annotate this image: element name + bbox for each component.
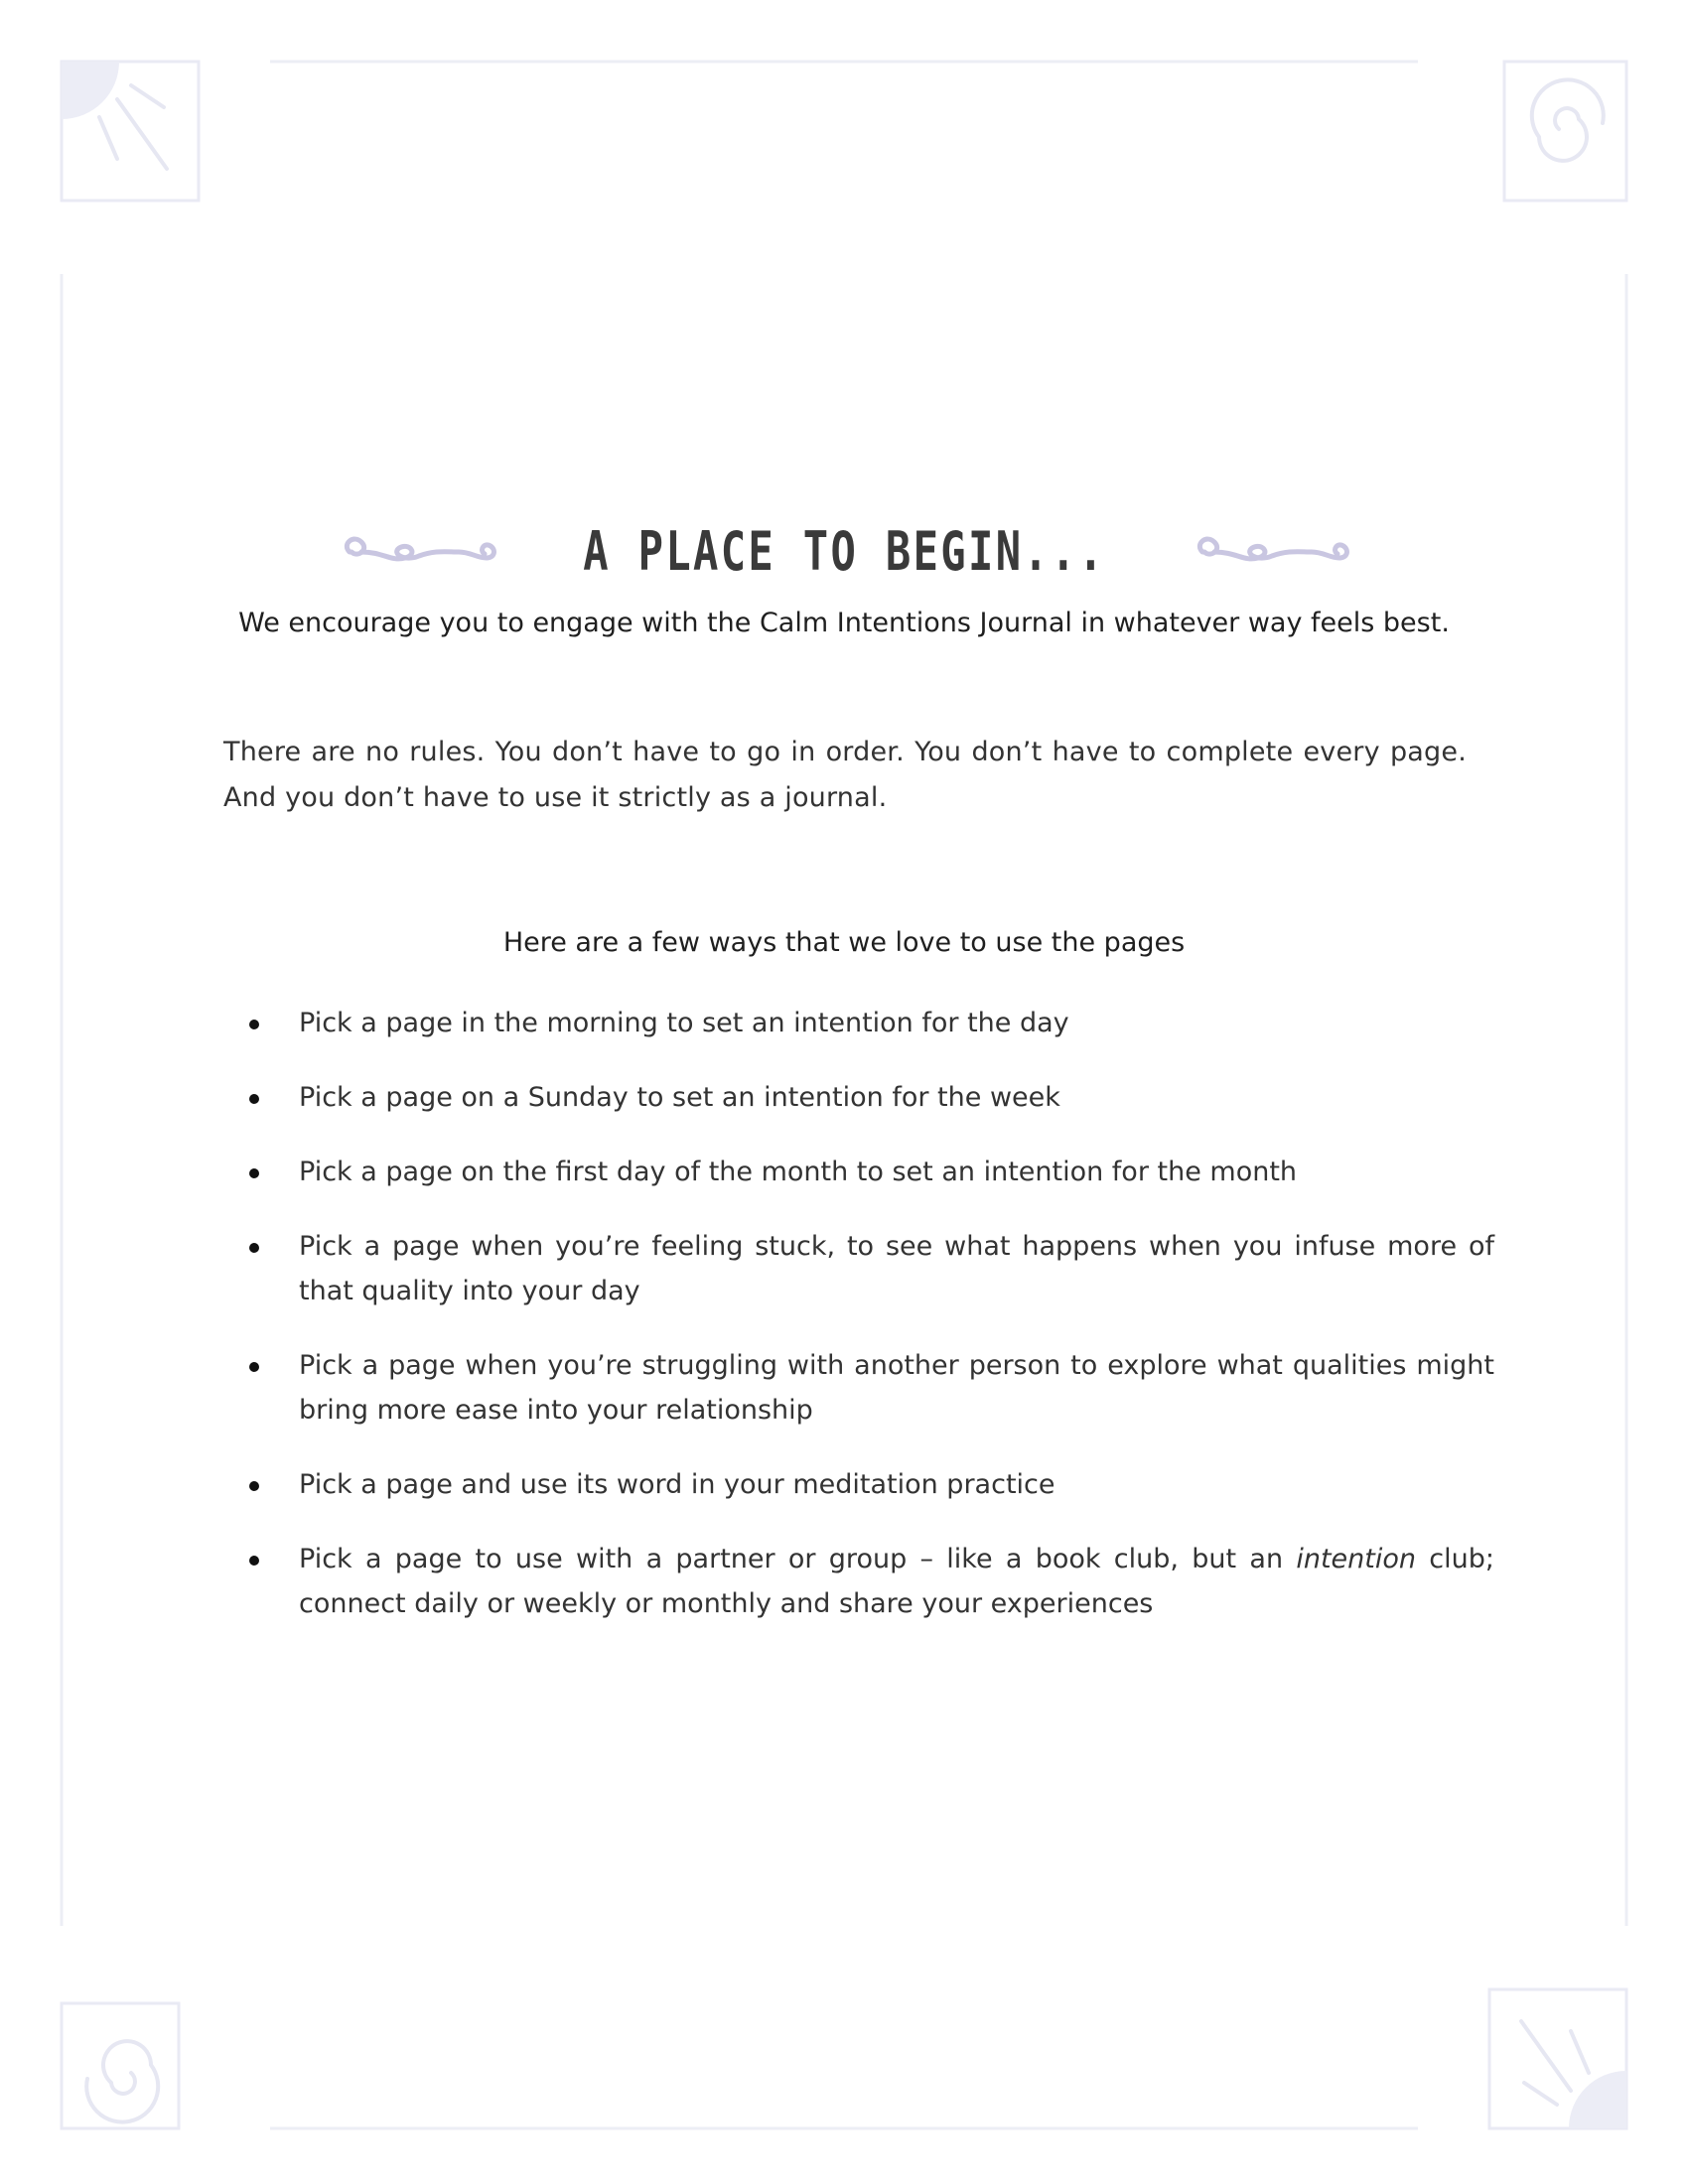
list-item-text: Pick a page when you’re struggling with another person to explore what qualities might bring more ease into your relationship: [299, 1350, 1494, 1426]
list-item-text-start: Pick a page to use with a partner or group – like a book club, but an: [299, 1544, 1297, 1574]
bullet-icon: [249, 1481, 259, 1491]
bullet-icon: [249, 1168, 259, 1178]
ways-list: [243, 1001, 1494, 1656]
bullet-icon: [249, 1243, 259, 1253]
flourish-right-icon: [1189, 528, 1352, 574]
list-item: [243, 1224, 1494, 1313]
sun-icon: [1489, 1989, 1626, 2128]
list-item: [243, 1537, 1494, 1626]
title-row: [0, 496, 1688, 606]
list-item: [243, 1343, 1494, 1433]
page-title: A PLACE TO BEGIN...: [582, 519, 1106, 583]
intro-paragraph: There are no rules. You don’t have to go in order. You don’t have to complete every page. And you don’t have to use it strictly as a journal.: [223, 737, 1467, 813]
emphasis-text: intention: [1296, 1544, 1417, 1574]
list-item-text: [299, 1544, 1494, 1619]
bullet-icon: [249, 1094, 259, 1104]
sun-icon: [62, 62, 199, 201]
flourish-left-icon: [336, 528, 499, 574]
bullet-icon: [249, 1362, 259, 1372]
list-item-text: Pick a page when you’re feeling stuck, to see what happens when you infuse more of that quality into your day: [299, 1231, 1494, 1306]
bullet-icon: [249, 1556, 259, 1566]
list-item: [243, 1150, 1494, 1194]
list-item-text-end: club; connect daily or weekly or monthly and share your experiences: [299, 1544, 1494, 1619]
bullet-icon: [249, 1020, 259, 1029]
list-item-text: Pick a page and use its word in your meditation practice: [299, 1469, 1055, 1500]
list-item-text: Pick a page on the first day of the month to set an intention for the month: [299, 1157, 1298, 1187]
list-item-text: Pick a page on a Sunday to set an intention for the week: [299, 1082, 1060, 1113]
list-item: [243, 1075, 1494, 1120]
list-intro: Here are a few ways that we love to use the pages: [502, 927, 1186, 958]
list-item: [243, 1001, 1494, 1045]
spiral-icon: [1504, 62, 1626, 201]
list-item-text: Pick a page in the morning to set an intention for the day: [299, 1008, 1069, 1038]
spiral-icon: [62, 2003, 179, 2128]
list-item: [243, 1462, 1494, 1507]
page-subtitle: We encourage you to engage with the Calm Intentions Journal in whatever way feels best.: [238, 608, 1450, 638]
